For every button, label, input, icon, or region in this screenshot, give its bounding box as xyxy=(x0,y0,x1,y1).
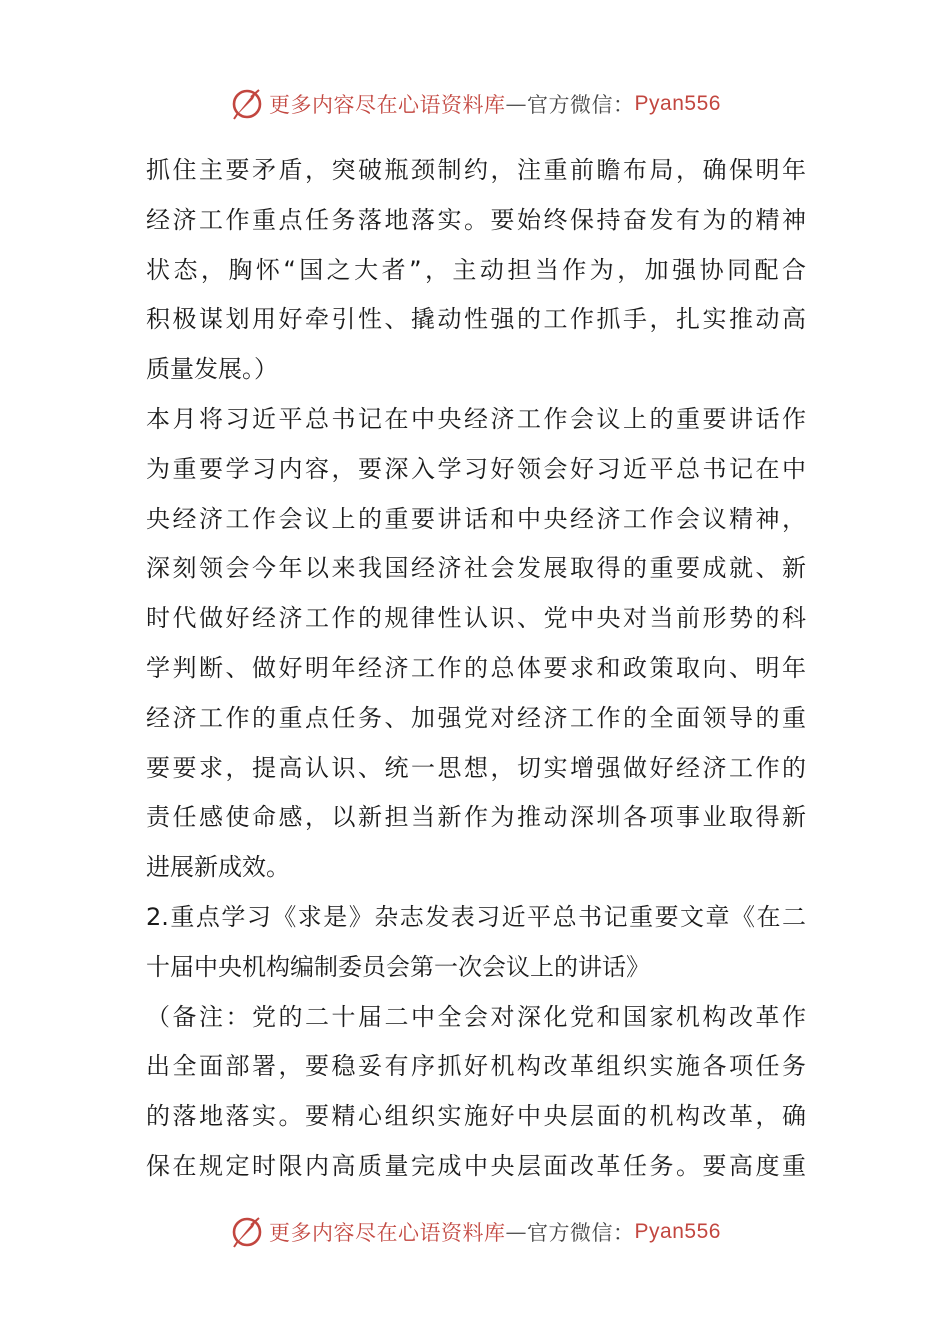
text-line: 央经济工作会议上的重要讲话和中央经济工作会议精神， xyxy=(146,504,806,533)
header-wechat-label: 官方微信： xyxy=(527,93,635,117)
text-line: 深刻领会今年以来我国经济社会发展取得的重要成就、新 xyxy=(146,554,806,583)
text-line: 时代做好经济工作的规律性认识、党中央对当前形势的科 xyxy=(146,604,806,633)
header-banner xyxy=(0,84,950,124)
text-line: 质量发展。） xyxy=(146,355,278,384)
text-line: 积极谋划用好牵引性、撬动性强的工作抓手，扎实推动高 xyxy=(146,305,806,334)
text-line: 为重要学习内容，要深入学习好领会好习近平总书记在中 xyxy=(146,454,806,483)
quill-pen-circle-icon xyxy=(229,86,265,122)
document-body xyxy=(146,146,806,1192)
quill-pen-circle-icon xyxy=(229,1214,265,1250)
text-line: （备注：党的二十届二中全会对深化党和国家机构改革作 xyxy=(146,1002,806,1031)
text-line: 状态，胸怀“国之大者”，主动担当作为，加强协同配合 xyxy=(146,255,806,284)
text-line: 经济工作的重点任务、加强党对经济工作的全面领导的重 xyxy=(146,703,806,732)
footer-wechat-id: Pyan556 xyxy=(634,1220,721,1243)
footer-separator: — xyxy=(505,1220,528,1244)
header-separator: — xyxy=(505,92,528,116)
text-line: 抓住主要矛盾，突破瓶颈制约，注重前瞻布局，确保明年 xyxy=(146,156,806,184)
text-line: 本月将习近平总书记在中央经济工作会议上的重要讲话作 xyxy=(146,404,806,433)
header-banner-text: 更多内容尽在心语资料库 xyxy=(269,93,506,117)
footer-banner-text: 更多内容尽在心语资料库 xyxy=(269,1221,506,1245)
text-line: 保在规定时限内高质量完成中央层面改革任务。要高度重 xyxy=(146,1151,806,1180)
text-line: 进展新成效。 xyxy=(146,853,290,882)
text-line: 的落地落实。要精心组织实施好中央层面的机构改革，确 xyxy=(146,1102,806,1131)
text-line: 责任感使命感，以新担当新作为推动深圳各项事业取得新 xyxy=(146,803,806,832)
footer-banner xyxy=(0,1212,950,1252)
text-line: 经济工作重点任务落地落实。要始终保持奋发有为的精神 xyxy=(146,205,806,234)
text-line: 学判断、做好明年经济工作的总体要求和政策取向、明年 xyxy=(146,653,806,682)
header-wechat-id: Pyan556 xyxy=(634,92,721,115)
text-line: 要要求，提高认识、统一思想，切实增强做好经济工作的 xyxy=(146,753,806,782)
footer-wechat-label: 官方微信： xyxy=(527,1221,635,1245)
text-line: 十届中央机构编制委员会第一次会议上的讲话》 xyxy=(146,952,650,981)
text-line: 出全面部署，要稳妥有序抓好机构改革组织实施各项任务 xyxy=(146,1052,806,1081)
text-line: 2.重点学习《求是》杂志发表习近平总书记重要文章《在二 xyxy=(146,902,806,931)
